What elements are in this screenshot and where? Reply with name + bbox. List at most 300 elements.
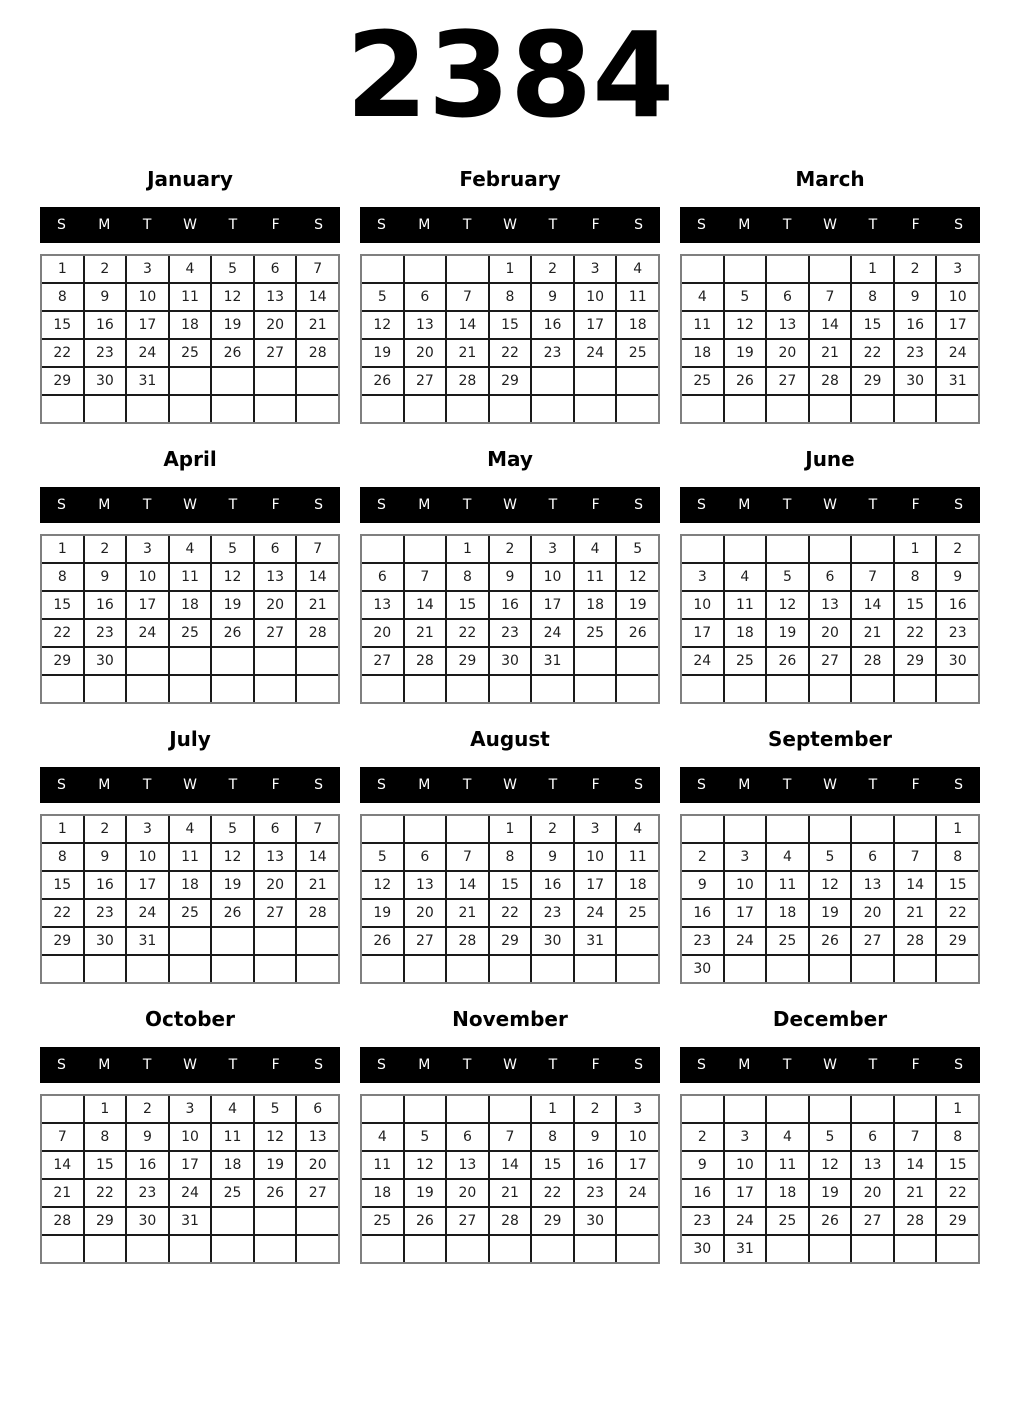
weekday-label: T xyxy=(142,497,152,513)
day-cell: 28 xyxy=(852,648,893,674)
empty-day-cell xyxy=(725,816,766,842)
day-cell: 28 xyxy=(447,368,488,394)
weekday-label: F xyxy=(911,1057,920,1073)
day-cell: 2 xyxy=(532,816,573,842)
day-cell: 31 xyxy=(170,1208,211,1234)
empty-day-cell xyxy=(617,1208,658,1234)
empty-day-cell xyxy=(362,816,403,842)
day-cell: 22 xyxy=(937,1180,978,1206)
empty-day-cell xyxy=(767,956,808,982)
day-cell: 2 xyxy=(682,844,723,870)
day-cell: 19 xyxy=(212,312,253,338)
day-cell: 7 xyxy=(297,256,338,282)
day-cell: 6 xyxy=(255,256,296,282)
day-cell: 1 xyxy=(490,256,531,282)
weekday-label: W xyxy=(823,777,837,793)
month-grid xyxy=(40,1094,340,1264)
weekday-label: W xyxy=(183,777,197,793)
day-cell: 30 xyxy=(895,368,936,394)
day-cell: 11 xyxy=(725,592,766,618)
day-cell: 4 xyxy=(767,844,808,870)
day-cell: 17 xyxy=(725,1180,766,1206)
day-cell: 6 xyxy=(810,564,851,590)
empty-day-cell xyxy=(170,368,211,394)
empty-day-cell xyxy=(297,648,338,674)
day-cell: 16 xyxy=(127,1152,168,1178)
day-cell: 19 xyxy=(212,592,253,618)
empty-day-cell xyxy=(682,676,723,702)
empty-day-cell xyxy=(405,956,446,982)
day-cell: 28 xyxy=(405,648,446,674)
day-cell: 16 xyxy=(532,872,573,898)
empty-day-cell xyxy=(490,1096,531,1122)
empty-day-cell xyxy=(85,956,126,982)
day-cell: 29 xyxy=(490,928,531,954)
empty-day-cell xyxy=(42,1096,83,1122)
weekday-label: S xyxy=(314,497,324,513)
empty-day-cell xyxy=(212,648,253,674)
empty-day-cell xyxy=(127,676,168,702)
day-cell: 20 xyxy=(767,340,808,366)
day-cell: 16 xyxy=(532,312,573,338)
day-cell: 26 xyxy=(767,648,808,674)
day-cell: 26 xyxy=(212,340,253,366)
day-cell: 13 xyxy=(810,592,851,618)
day-cell: 12 xyxy=(810,872,851,898)
day-cell: 3 xyxy=(575,816,616,842)
day-cell: 24 xyxy=(170,1180,211,1206)
day-cell: 2 xyxy=(532,256,573,282)
empty-day-cell xyxy=(617,956,658,982)
empty-day-cell xyxy=(937,396,978,422)
empty-day-cell xyxy=(617,928,658,954)
weekday-label: T xyxy=(462,217,472,233)
day-cell: 12 xyxy=(725,312,766,338)
day-cell: 13 xyxy=(852,872,893,898)
day-cell: 29 xyxy=(85,1208,126,1234)
empty-day-cell xyxy=(532,676,573,702)
day-cell: 19 xyxy=(362,340,403,366)
day-cell: 14 xyxy=(895,1152,936,1178)
day-cell: 10 xyxy=(617,1124,658,1150)
day-cell: 12 xyxy=(767,592,808,618)
day-cell: 24 xyxy=(725,928,766,954)
day-cell: 18 xyxy=(767,1180,808,1206)
day-cell: 19 xyxy=(767,620,808,646)
day-cell: 26 xyxy=(617,620,658,646)
day-cell: 23 xyxy=(937,620,978,646)
day-cell: 11 xyxy=(362,1152,403,1178)
day-cell: 15 xyxy=(490,872,531,898)
day-cell: 17 xyxy=(725,900,766,926)
day-cell: 9 xyxy=(85,564,126,590)
empty-day-cell xyxy=(170,676,211,702)
day-cell: 15 xyxy=(937,1152,978,1178)
empty-day-cell xyxy=(170,1236,211,1262)
weekday-label: S xyxy=(954,497,964,513)
weekday-header-row xyxy=(40,207,340,243)
day-cell: 1 xyxy=(42,536,83,562)
day-cell: 3 xyxy=(617,1096,658,1122)
day-cell: 21 xyxy=(297,872,338,898)
empty-day-cell xyxy=(297,928,338,954)
day-cell: 10 xyxy=(532,564,573,590)
day-cell: 13 xyxy=(255,844,296,870)
weekday-label: T xyxy=(868,217,878,233)
day-cell: 1 xyxy=(42,816,83,842)
day-cell: 3 xyxy=(937,256,978,282)
day-cell: 8 xyxy=(85,1124,126,1150)
day-cell: 23 xyxy=(85,900,126,926)
empty-day-cell xyxy=(617,368,658,394)
weekday-label: S xyxy=(376,1057,386,1073)
day-cell: 25 xyxy=(725,648,766,674)
day-cell: 5 xyxy=(725,284,766,310)
day-cell: 10 xyxy=(575,844,616,870)
day-cell: 26 xyxy=(362,928,403,954)
day-cell: 17 xyxy=(127,592,168,618)
empty-day-cell xyxy=(297,1236,338,1262)
day-cell: 21 xyxy=(447,340,488,366)
day-cell: 8 xyxy=(447,564,488,590)
day-cell: 3 xyxy=(682,564,723,590)
empty-day-cell xyxy=(767,536,808,562)
month-block xyxy=(680,150,980,424)
empty-day-cell xyxy=(725,256,766,282)
day-cell: 23 xyxy=(682,1208,723,1234)
day-cell: 20 xyxy=(852,1180,893,1206)
day-cell: 1 xyxy=(490,816,531,842)
empty-day-cell xyxy=(212,368,253,394)
month-name: September xyxy=(768,726,892,751)
day-cell: 2 xyxy=(682,1124,723,1150)
empty-day-cell xyxy=(255,676,296,702)
empty-day-cell xyxy=(682,816,723,842)
day-cell: 30 xyxy=(85,648,126,674)
day-cell: 1 xyxy=(937,1096,978,1122)
month-name: July xyxy=(169,726,211,751)
day-cell: 6 xyxy=(405,284,446,310)
weekday-label: F xyxy=(271,1057,280,1073)
weekday-label: S xyxy=(954,217,964,233)
day-cell: 17 xyxy=(617,1152,658,1178)
empty-day-cell xyxy=(682,1096,723,1122)
weekday-label: S xyxy=(696,217,706,233)
day-cell: 15 xyxy=(937,872,978,898)
weekday-label: S xyxy=(314,1057,324,1073)
weekday-header-row xyxy=(680,767,980,803)
weekday-label: T xyxy=(228,777,238,793)
empty-day-cell xyxy=(532,368,573,394)
day-cell: 17 xyxy=(127,872,168,898)
weekday-label: M xyxy=(738,217,751,233)
day-cell: 18 xyxy=(725,620,766,646)
empty-day-cell xyxy=(212,676,253,702)
empty-day-cell xyxy=(810,1096,851,1122)
empty-day-cell xyxy=(852,396,893,422)
day-cell: 5 xyxy=(255,1096,296,1122)
month-name: January xyxy=(147,166,233,191)
weekday-label: W xyxy=(823,1057,837,1073)
month-block xyxy=(360,990,660,1264)
empty-day-cell xyxy=(212,396,253,422)
day-cell: 5 xyxy=(212,536,253,562)
day-cell: 25 xyxy=(617,900,658,926)
month-grid xyxy=(360,534,660,704)
day-cell: 13 xyxy=(852,1152,893,1178)
day-cell: 27 xyxy=(852,1208,893,1234)
empty-day-cell xyxy=(297,956,338,982)
day-cell: 29 xyxy=(42,648,83,674)
day-cell: 5 xyxy=(212,816,253,842)
empty-day-cell xyxy=(895,816,936,842)
day-cell: 11 xyxy=(767,872,808,898)
day-cell: 27 xyxy=(255,900,296,926)
weekday-label: T xyxy=(142,1057,152,1073)
day-cell: 13 xyxy=(297,1124,338,1150)
weekday-label: W xyxy=(823,497,837,513)
day-cell: 6 xyxy=(447,1124,488,1150)
day-cell: 14 xyxy=(297,844,338,870)
day-cell: 22 xyxy=(42,900,83,926)
day-cell: 27 xyxy=(255,620,296,646)
day-cell: 4 xyxy=(170,256,211,282)
day-cell: 4 xyxy=(575,536,616,562)
day-cell: 11 xyxy=(617,284,658,310)
weekday-label: M xyxy=(418,217,431,233)
weekday-label: T xyxy=(228,497,238,513)
day-cell: 21 xyxy=(810,340,851,366)
day-cell: 24 xyxy=(127,900,168,926)
empty-day-cell xyxy=(532,396,573,422)
month-name: April xyxy=(163,446,217,471)
month-grid xyxy=(360,814,660,984)
weekday-label: T xyxy=(548,1057,558,1073)
day-cell: 10 xyxy=(725,872,766,898)
empty-day-cell xyxy=(937,956,978,982)
empty-day-cell xyxy=(362,956,403,982)
weekday-label: S xyxy=(954,1057,964,1073)
day-cell: 30 xyxy=(682,1236,723,1262)
day-cell: 8 xyxy=(937,844,978,870)
day-cell: 2 xyxy=(85,816,126,842)
day-cell: 31 xyxy=(575,928,616,954)
day-cell: 18 xyxy=(575,592,616,618)
day-cell: 27 xyxy=(447,1208,488,1234)
month-grid xyxy=(680,534,980,704)
day-cell: 25 xyxy=(170,620,211,646)
day-cell: 14 xyxy=(447,312,488,338)
empty-day-cell xyxy=(362,676,403,702)
day-cell: 22 xyxy=(895,620,936,646)
day-cell: 3 xyxy=(127,256,168,282)
day-cell: 13 xyxy=(447,1152,488,1178)
weekday-label: T xyxy=(228,217,238,233)
day-grid xyxy=(682,816,978,982)
day-cell: 12 xyxy=(212,284,253,310)
day-cell: 27 xyxy=(255,340,296,366)
empty-day-cell xyxy=(532,1236,573,1262)
day-cell: 19 xyxy=(362,900,403,926)
month-block xyxy=(40,710,340,984)
day-cell: 19 xyxy=(810,1180,851,1206)
day-grid xyxy=(362,1096,658,1262)
empty-day-cell xyxy=(810,396,851,422)
empty-day-cell xyxy=(725,956,766,982)
weekday-label: M xyxy=(738,497,751,513)
day-cell: 25 xyxy=(767,928,808,954)
day-cell: 3 xyxy=(127,536,168,562)
day-cell: 16 xyxy=(575,1152,616,1178)
day-cell: 26 xyxy=(212,900,253,926)
empty-day-cell xyxy=(767,1096,808,1122)
empty-day-cell xyxy=(490,396,531,422)
month-name: June xyxy=(805,446,855,471)
weekday-label: M xyxy=(98,217,111,233)
day-cell: 11 xyxy=(170,564,211,590)
day-cell: 5 xyxy=(362,284,403,310)
day-cell: 1 xyxy=(937,816,978,842)
weekday-label: M xyxy=(738,1057,751,1073)
day-cell: 10 xyxy=(127,284,168,310)
day-cell: 21 xyxy=(895,900,936,926)
empty-day-cell xyxy=(405,676,446,702)
day-cell: 20 xyxy=(362,620,403,646)
empty-day-cell xyxy=(447,1096,488,1122)
empty-day-cell xyxy=(255,648,296,674)
day-cell: 7 xyxy=(447,284,488,310)
day-cell: 28 xyxy=(810,368,851,394)
day-cell: 19 xyxy=(212,872,253,898)
weekday-label: S xyxy=(696,777,706,793)
day-cell: 20 xyxy=(297,1152,338,1178)
weekday-header-row xyxy=(360,207,660,243)
day-cell: 11 xyxy=(617,844,658,870)
day-cell: 2 xyxy=(85,256,126,282)
empty-day-cell xyxy=(852,676,893,702)
month-grid xyxy=(360,254,660,424)
weekday-label: F xyxy=(271,497,280,513)
empty-day-cell xyxy=(767,676,808,702)
day-cell: 16 xyxy=(85,872,126,898)
empty-day-cell xyxy=(725,1096,766,1122)
empty-day-cell xyxy=(895,956,936,982)
day-cell: 9 xyxy=(532,284,573,310)
day-cell: 8 xyxy=(852,284,893,310)
day-cell: 8 xyxy=(42,844,83,870)
empty-day-cell xyxy=(42,676,83,702)
empty-day-cell xyxy=(575,368,616,394)
empty-day-cell xyxy=(810,676,851,702)
empty-day-cell xyxy=(170,956,211,982)
day-cell: 9 xyxy=(532,844,573,870)
month-block xyxy=(40,150,340,424)
day-cell: 30 xyxy=(85,368,126,394)
day-cell: 10 xyxy=(937,284,978,310)
day-cell: 22 xyxy=(532,1180,573,1206)
empty-day-cell xyxy=(170,928,211,954)
day-cell: 28 xyxy=(490,1208,531,1234)
empty-day-cell xyxy=(575,1236,616,1262)
day-cell: 26 xyxy=(212,620,253,646)
day-cell: 28 xyxy=(895,1208,936,1234)
day-cell: 29 xyxy=(490,368,531,394)
day-cell: 28 xyxy=(297,900,338,926)
day-cell: 12 xyxy=(255,1124,296,1150)
day-cell: 25 xyxy=(682,368,723,394)
day-cell: 11 xyxy=(682,312,723,338)
day-cell: 4 xyxy=(725,564,766,590)
day-cell: 19 xyxy=(617,592,658,618)
empty-day-cell xyxy=(617,396,658,422)
empty-day-cell xyxy=(617,676,658,702)
day-cell: 4 xyxy=(682,284,723,310)
empty-day-cell xyxy=(255,1236,296,1262)
day-cell: 17 xyxy=(127,312,168,338)
day-cell: 14 xyxy=(810,312,851,338)
weekday-header-row xyxy=(40,487,340,523)
day-cell: 14 xyxy=(447,872,488,898)
day-cell: 13 xyxy=(405,312,446,338)
month-grid xyxy=(360,1094,660,1264)
day-grid xyxy=(42,1096,338,1262)
empty-day-cell xyxy=(490,956,531,982)
month-name: November xyxy=(452,1006,568,1031)
day-cell: 28 xyxy=(297,620,338,646)
day-cell: 12 xyxy=(362,872,403,898)
weekday-label: M xyxy=(418,777,431,793)
weekday-label: S xyxy=(696,1057,706,1073)
day-cell: 14 xyxy=(297,564,338,590)
day-cell: 27 xyxy=(297,1180,338,1206)
day-cell: 16 xyxy=(85,312,126,338)
day-cell: 7 xyxy=(895,844,936,870)
day-cell: 12 xyxy=(810,1152,851,1178)
day-cell: 20 xyxy=(255,312,296,338)
day-cell: 9 xyxy=(85,284,126,310)
day-cell: 28 xyxy=(42,1208,83,1234)
empty-day-cell xyxy=(85,676,126,702)
day-cell: 10 xyxy=(170,1124,211,1150)
day-cell: 20 xyxy=(810,620,851,646)
day-cell: 1 xyxy=(532,1096,573,1122)
day-cell: 7 xyxy=(447,844,488,870)
day-cell: 26 xyxy=(255,1180,296,1206)
weekday-label: S xyxy=(314,217,324,233)
day-cell: 22 xyxy=(852,340,893,366)
day-cell: 31 xyxy=(532,648,573,674)
day-cell: 14 xyxy=(297,284,338,310)
weekday-label: T xyxy=(462,1057,472,1073)
weekday-label: T xyxy=(782,777,792,793)
day-cell: 14 xyxy=(895,872,936,898)
day-cell: 9 xyxy=(937,564,978,590)
day-cell: 2 xyxy=(895,256,936,282)
empty-day-cell xyxy=(405,1096,446,1122)
day-cell: 13 xyxy=(362,592,403,618)
day-cell: 10 xyxy=(575,284,616,310)
day-cell: 18 xyxy=(212,1152,253,1178)
day-cell: 19 xyxy=(255,1152,296,1178)
day-cell: 3 xyxy=(532,536,573,562)
day-cell: 20 xyxy=(852,900,893,926)
weekday-label: S xyxy=(634,497,644,513)
empty-day-cell xyxy=(575,396,616,422)
weekday-label: M xyxy=(418,497,431,513)
weekday-label: S xyxy=(56,217,66,233)
day-cell: 29 xyxy=(852,368,893,394)
day-cell: 7 xyxy=(490,1124,531,1150)
